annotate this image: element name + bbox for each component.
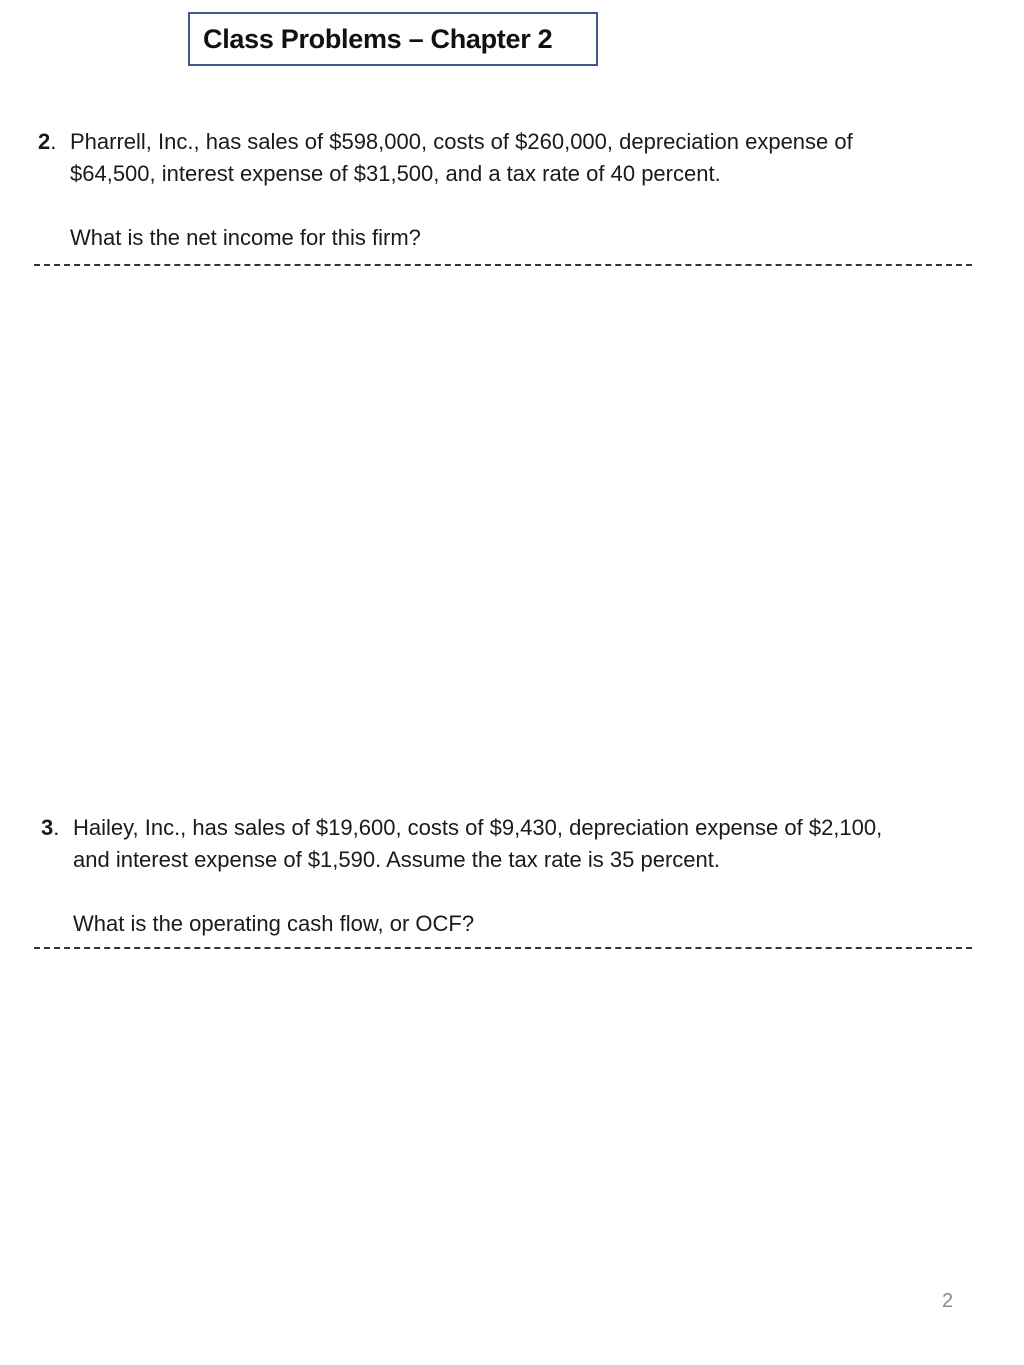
problem-line: and interest expense of $1,590. Assume the tax rate is 35 percent. [73,847,720,872]
problem-text [70,126,970,254]
title-box [188,12,598,66]
problem-question: What is the net income for this firm? [70,225,421,250]
page-title: Class Problems – Chapter 2 [203,23,553,54]
problem-question: What is the operating cash flow, or OCF? [73,911,475,936]
answer-divider [34,264,972,266]
page-number: 2 [942,1290,954,1312]
answer-divider [34,947,972,949]
problem-text [73,812,973,940]
problem-number: 2. [38,129,57,154]
problem-number: 3. [41,815,60,840]
problem-line: Hailey, Inc., has sales of $19,600, costs of $9,430, depreciation expense of $2,100, [73,815,883,840]
problem-line: Pharrell, Inc., has sales of $598,000, costs of $260,000, depreciation expense of [70,129,853,154]
problem-line: $64,500, interest expense of $31,500, and a tax rate of 40 percent. [70,161,721,186]
